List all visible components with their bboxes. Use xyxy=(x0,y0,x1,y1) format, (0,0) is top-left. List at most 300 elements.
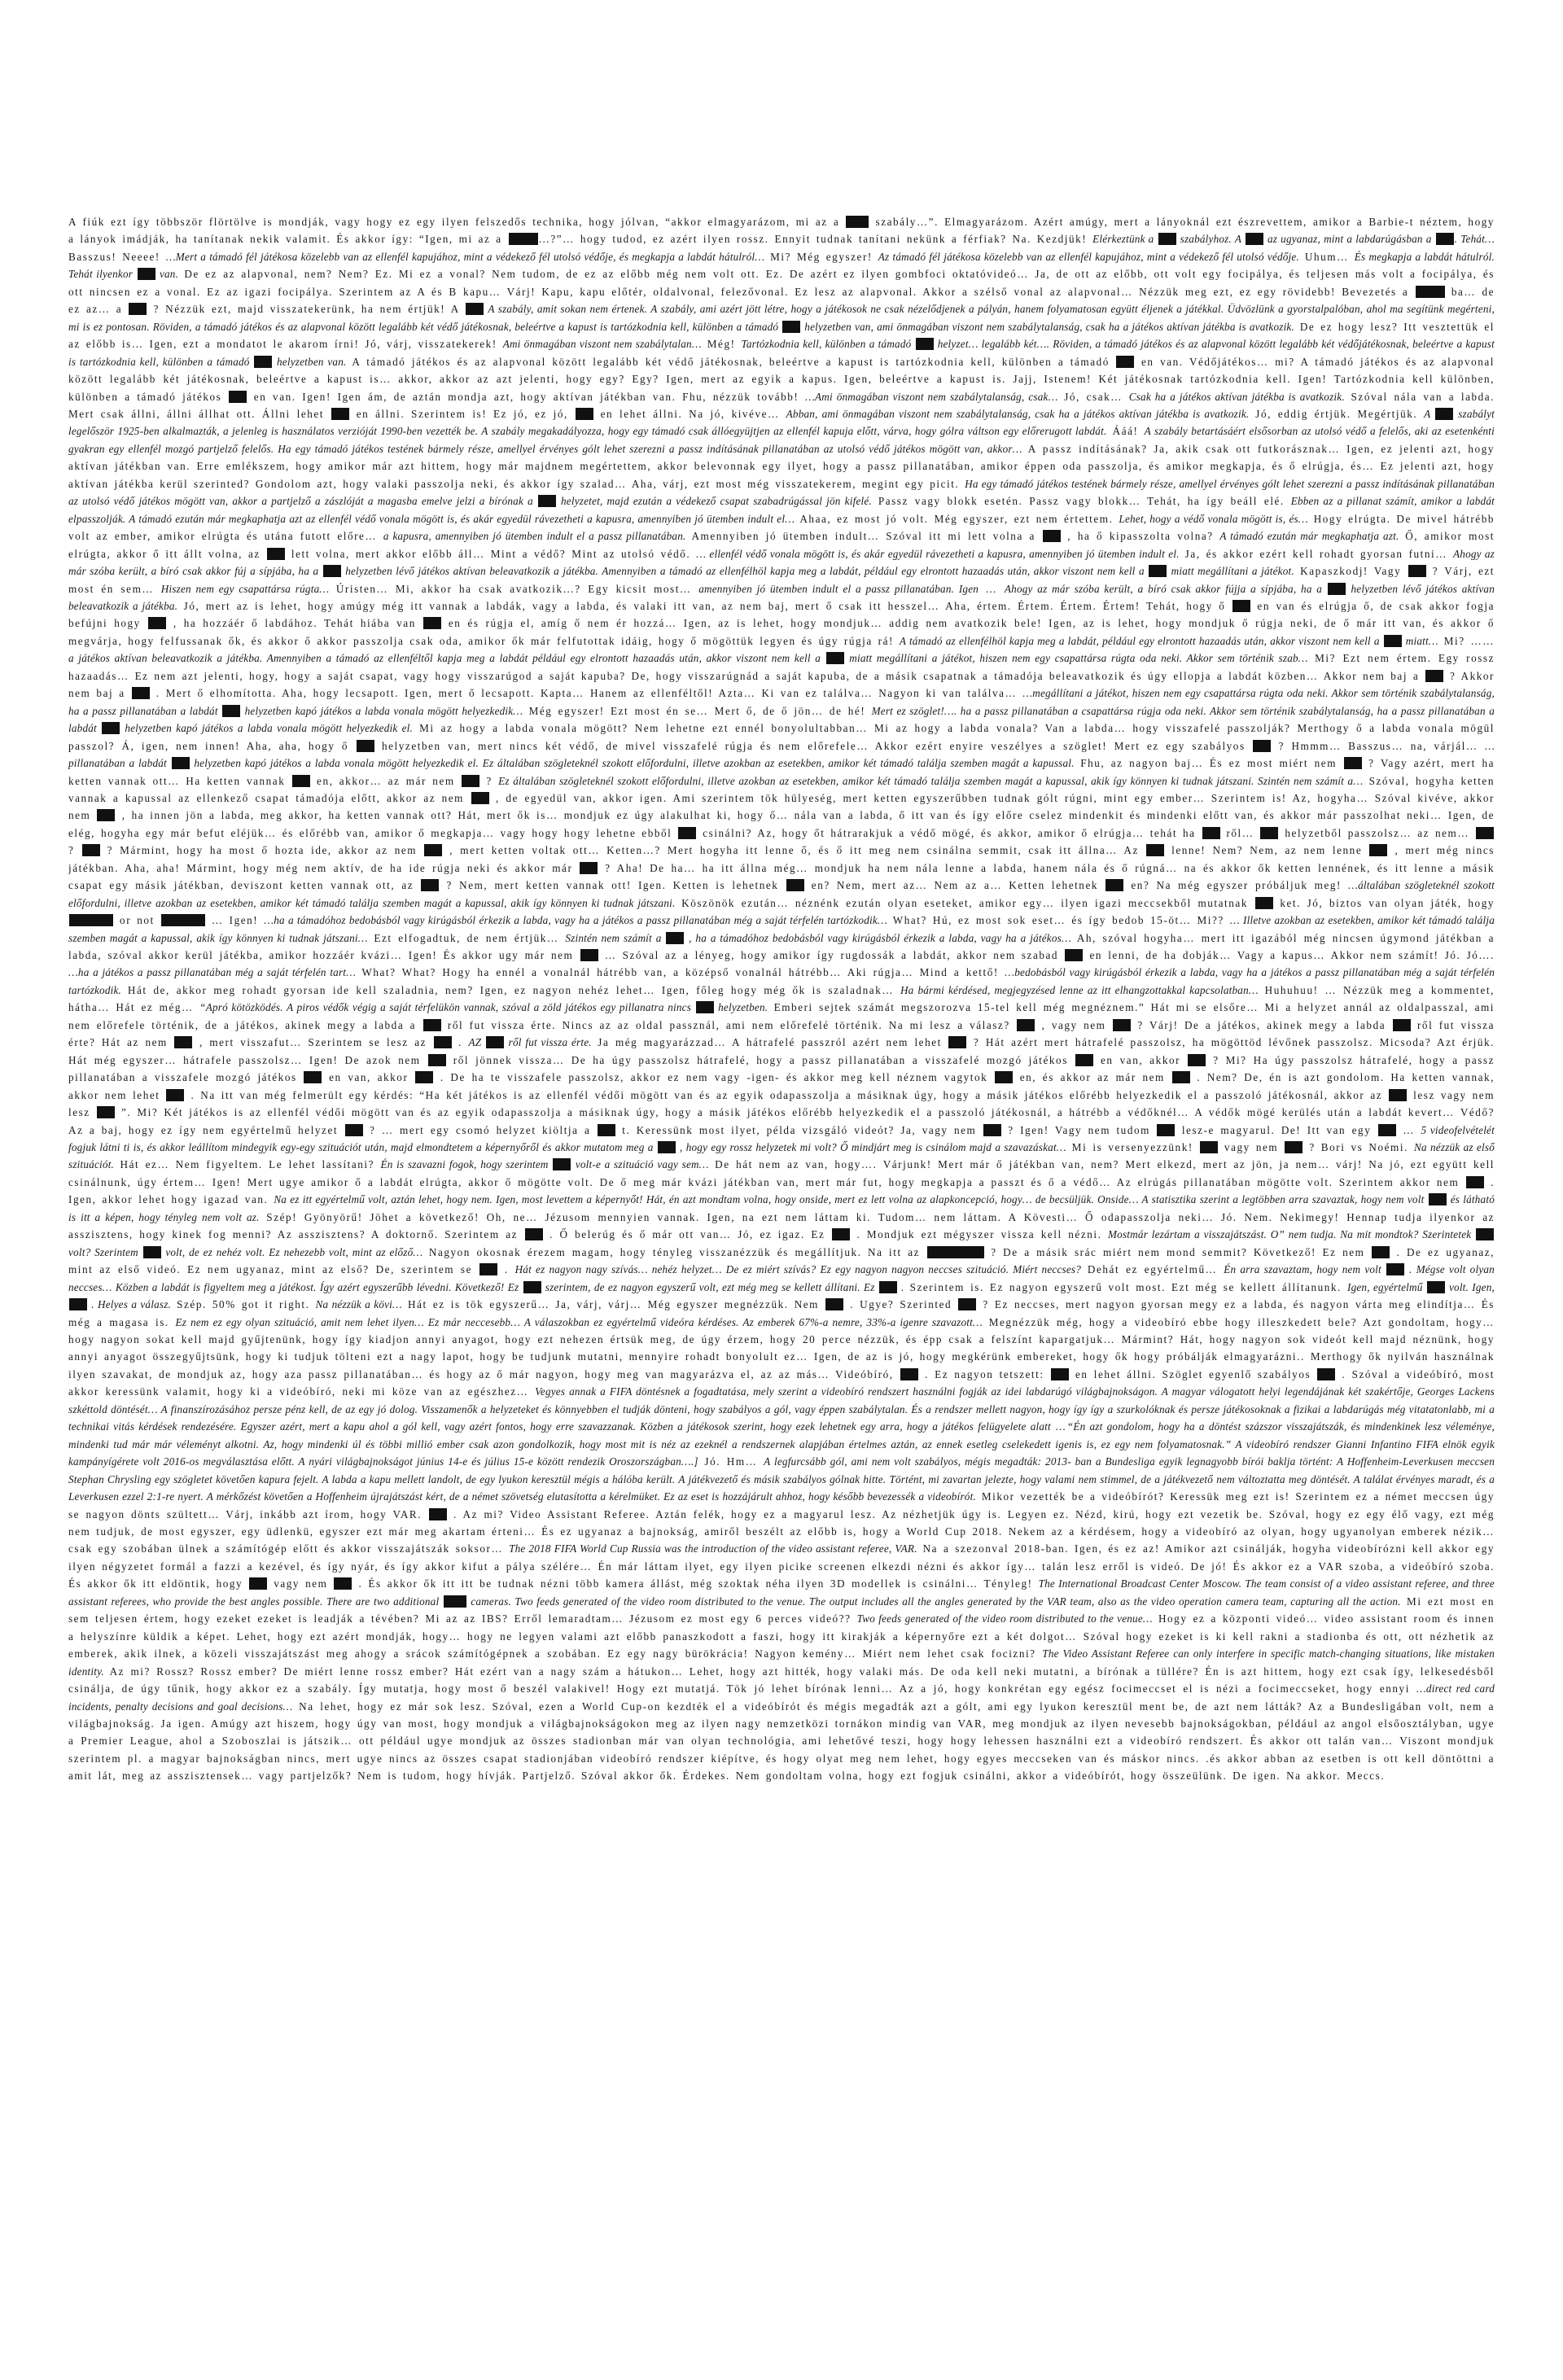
redaction-bar xyxy=(1105,879,1123,891)
redaction-bar xyxy=(428,1054,446,1066)
transcript-text: en van, akkor xyxy=(322,1071,415,1084)
transcript-text: ? xyxy=(68,844,81,857)
quoted-video-text: Ez nem ez egy olyan szituáció, amit nem lehet ilyen… Ez már neccesebb… A válaszokban ez egyértelmű videóra kérdéses. Az emberek 67%-a nemre, 33%-a igenre szavazott… xyxy=(175,1315,983,1328)
transcript-text: . Ez nagyon tetszett: xyxy=(918,1367,1050,1380)
transcript-text: Ahaa, ez most jó volt. Még egyszer, ezt nem értettem. xyxy=(795,512,1119,525)
transcript-text: en van. Igen! Igen ám, de aztán mondja azt, hogy aktívan játékban van. Fhu, nézzük tovább! xyxy=(247,390,806,403)
redaction-bar xyxy=(948,1036,966,1048)
redaction-bar xyxy=(1188,1054,1206,1066)
redaction-bar xyxy=(1344,757,1362,769)
quoted-video-text: miatt megállítani a játékot. xyxy=(1167,565,1294,578)
transcript-text: Na a szezonval 2018-ban. Igen, és ez az! Amikor azt csinálják, hogyha videobírózni kell akkor egy ilyen négyzetet formál a fazzi a kezével, és így nyár, és így akkor kifut a pálya szélére… Én már láttam ilyet, egy ilyen picike screenen elkezdi nézni és akkor így… talán lesz erről is videó. De jó! És akkor ez a VAR szoba, a videóbíró szoba. És akkor ők itt eldöntik, hogy xyxy=(68,1542,1495,1590)
quoted-video-text: Vegyes annak a FIFA döntésnek a fogadtatása, mely szerint a videobíró rendszert használni fogják az idei labdarúgó világbajnokságon. A magyar válogatott helyi legendájának két szakértője, Georges Lackens szkéttold döntését… A finanszírozásához persze pénz kell, de az egy jó dolog. Visszamenők a helyzeteket és könnyebben el tudják dönteni, hogy szabályos a gól, vagy éppen szabálytalan. És a rendszer mellett nagyon, hogy így így a szurkolóknak és persze játékosoknak a fizikai a labdarúgás még vitatatonlabb, mi a technikai vitás kérdések rendezésére. Egyszer azért, mert a kapu ahol a gól kell, vagy azért fontos, hogy erre szavazzanak. Közben a játékosok szerint, hogy ezek lehetnek egy arra, hogy a játékos felügyelete alatt xyxy=(68,1385,1495,1433)
transcript-text: ? Mármint, hogy ha most ő hozta ide, akkor az nem xyxy=(100,844,424,857)
quoted-video-text: szabályt legelőször 1925-ben alkalmazták, a jelenleg is használatos verzióját 1990-ben vezették be. A szabály megakadályozza, hogy egy támadó csak állóegyüjtjen az ellenfél kapuja előtt, várva, hogy gólra váltson egy előrerugott labdát. xyxy=(68,407,1495,438)
transcript-text: Szép. 50% got it right. xyxy=(171,1298,316,1311)
quoted-video-text: szerintem, de ez nagyon egyszerű volt, ezt még meg se kellett állítani. Ez xyxy=(541,1280,878,1293)
redaction-bar xyxy=(826,652,844,664)
quoted-video-text: Az támadó fél játékosa közelebb van az ellenfél kapujához, mint a védekező fél utolsó védője. xyxy=(878,250,1299,263)
redaction-bar xyxy=(658,1141,676,1153)
quoted-video-text: Na nézzük az első szituációt. xyxy=(68,1141,1495,1171)
redaction-bar xyxy=(421,879,439,891)
quoted-video-text: Én is szavazni fogok, hogy szerintem xyxy=(380,1158,553,1171)
redaction-bar xyxy=(1113,1019,1131,1031)
transcript-text: en állni. Szerintem is! Ez jó, ez jó, xyxy=(349,407,575,420)
redaction-bar xyxy=(1429,1193,1447,1205)
transcript-text: . De ha te visszafele passzolsz, akkor ez nem vagy -igen- és akkor meg kell néznem vagytok xyxy=(434,1071,994,1084)
transcript-text: ről fut vissza érte. Nincs az az oldal passznál, ami nem előrefelé történik. Na mi lesz a válasz? xyxy=(441,1018,1017,1031)
transcript-text: . Na itt van még felmerült egy kérdés: “Ha két játékos is az ellenfél védői mögött van és az egyik odapasszolja a másiknak úgy, hogy a másik játékos előrébb helyezkedik el a passzoló játékosnál, akkor az xyxy=(185,1088,1389,1101)
transcript-text: A fiúk ezt így többször flörtölve is mondják, vagy hogy ez egy ilyen felszedős technika, hogy jólvan, “akkor elmagyarázom, mi az a xyxy=(68,216,846,228)
redaction-bar xyxy=(916,338,934,350)
transcript-text: Úristen… Mi, akkor ha csak avatkozik…? Egy kicsit most… xyxy=(329,582,699,595)
transcript-text: Fhu, az nagyon baj… És ez most miért nem xyxy=(1074,757,1343,770)
quoted-video-text: … ellenfél védő vonala mögött is, és akár egyedül rávezetheti a kapusra, amennyiben jó ütemben indult el. xyxy=(696,547,1180,560)
quoted-video-text: …direct red card incidents, penalty decisions and goal decisions… xyxy=(68,1682,1495,1713)
transcript-text: . xyxy=(497,1263,515,1276)
quoted-video-text: van. xyxy=(155,268,179,281)
transcript-text: ? Akkor nem baj a xyxy=(68,669,1495,700)
redaction-bar xyxy=(786,879,804,891)
quoted-video-text: The Video Assistant Referee can only interfere in specific match-changing situations, like mistaken identity. xyxy=(68,1647,1495,1678)
redaction-bar xyxy=(1146,844,1164,856)
redaction-bar xyxy=(1253,740,1271,752)
quoted-video-text: volt, de ez nehéz volt. Ez nehezebb volt, mint az előző… xyxy=(161,1245,423,1258)
redaction-bar xyxy=(1043,530,1061,542)
quoted-video-text: az ugyanaz, mint a labdarúgásban a xyxy=(1263,233,1435,246)
transcript-text: . Ő belerúg és ő már ott van… Jó, ez igaz. Ez xyxy=(543,1228,831,1241)
transcript-text: Még! xyxy=(701,338,742,351)
redaction-bar xyxy=(538,495,556,507)
redaction-bar xyxy=(580,949,598,961)
transcript-text: en és rúgja el, amíg ő nem ér hozzá… Igen, az is lehet, hogy mondjuk… addig nem avatkozik bele! Igen, az is lehet, hogy mondjuk ő rúgja neki, de ő már itt van, és akkor ő megvárja, hogy felfussanak ők, és akkor ő akkor passzolja csak oda, amikor ők már felfutottak idáig, hogy ő mögöttük legyen és úgy rúgja rá! xyxy=(68,617,1495,647)
transcript-text: Mi? Még egyszer! xyxy=(764,250,878,263)
transcript-text: … xyxy=(979,582,1005,595)
transcript-text: What? Hú, ez most sok eset… és így bedob 15-öt… Mi?? xyxy=(887,914,1230,927)
transcript-text: helyzetből passzolsz… az nem… xyxy=(1279,826,1476,839)
transcript-text: en lehet állni. Szöglet egyenlő szabályos xyxy=(1069,1367,1317,1380)
transcript-text: , mert visszafut… Szerintem se lesz az xyxy=(193,1036,433,1049)
redaction-bar xyxy=(357,740,374,752)
quoted-video-text: Ahogy az már szóba került, a bíró csak akkor fújja a sípjába, ha a xyxy=(1004,582,1327,595)
transcript-text: Az mi? Rossz? Rossz ember? De miért lenne rossz ember? Hát ezért van a nagy szám a hátukon… Lehet, hogy azt hitték, hogy valaki más. De oda kell neki mutatni, a bírónak a tüllére? Én is azt hittem, hogy ezt csak így, lelkesedésből csinálja, de úgy tűnik, hogy akkor ez a szabály. Így mutatja, hogy most ő beszél valakivel! Hogy ezt mutatjá. Tök jó lehet bírónak lenni… Az a jó, hogy konkrétan egy egész focimeccset el is nézi a focimeccseket, hogy ennyi xyxy=(68,1665,1495,1695)
transcript-text: … Szóval az a lényeg, hogy amikor így rugdossák a labdát, akkor nem szabad xyxy=(598,949,1065,962)
redaction-bar xyxy=(471,792,489,804)
redaction-bar xyxy=(1378,1124,1396,1136)
redaction-bar xyxy=(129,303,147,315)
redaction-bar xyxy=(832,1228,850,1240)
quoted-video-text: helyzetben. xyxy=(714,1001,768,1014)
transcript-text: ba… de ez az… a xyxy=(68,285,1495,316)
quoted-video-text: a játékos aktívan beleavatkozik a játékba. Amennyiben a támadó az ellenféltől kapja meg a labdát például egy elrontott hazaadás után, akkor viszont nem kell a xyxy=(68,652,825,665)
transcript-text: . xyxy=(452,1036,469,1049)
quoted-video-text: , ha a támadóhoz bedobásból vagy kirúgásból érkezik a labda, vagy ha a játékos… xyxy=(685,931,1071,944)
transcript-text: Mi ezt most en sem teljesen értem, hogy ezeket ezeket is leadják a tévében? Mi az az IBS? Erről lemaradtam… Jézusom ez most egy 6 perces videó?? xyxy=(68,1595,1495,1625)
quoted-video-text: Ez általában szögleteknél szokott előfordulni, illetve azokban az esetekben, amikor két támadó találja szemben magát a kapussal, akik így könnyen ki tudnak játszani. Szintén nem számít a… xyxy=(498,774,1364,787)
quoted-video-text: A videobíró rendszer Gianni Infantino FIFA elnök egyik kampányígérete volt 2016-os megválasztása előtt. A nyári világbajnokságot június 14-e és július 15-e között rendezik Oroszországban….] xyxy=(68,1437,1495,1468)
quoted-video-text: Two feeds generated of the video room distributed to the venue… xyxy=(856,1612,1153,1625)
transcript-text: . Mondjuk ezt mégyszer vissza kell nézni. xyxy=(850,1228,1108,1241)
redaction-bar xyxy=(995,1071,1013,1083)
quoted-video-text: Mostmár lezártam a visszajátszást. O” nem tudja. Na mit mondtok? Szerintetek xyxy=(1108,1228,1476,1241)
redaction-bar xyxy=(444,1595,466,1608)
redaction-bar xyxy=(983,1124,1001,1136)
transcript-text: ? De a másik srác miért nem mond semmit? Következő! Ez nem xyxy=(984,1245,1371,1258)
quoted-video-text: és látható is itt a képen, hogy tényleg nem volt az. xyxy=(68,1193,1495,1223)
redaction-bar xyxy=(267,548,285,560)
transcript-text: Jó. Hm… xyxy=(698,1455,764,1468)
redaction-bar xyxy=(1116,356,1134,368)
redaction-bar xyxy=(666,932,684,944)
redaction-bar xyxy=(174,1036,192,1048)
transcript-text: helyzetben van, mert nincs két védő, de mivel visszafelé rúgja és nem előrefele… Akkor ezért enyire veszélyes a szöglet! Mert ez egy szabályos xyxy=(374,739,1253,752)
quoted-video-text: helyzetben kapó játékos a labda vonala mögött helyezkedik el. xyxy=(120,722,414,735)
redaction-bar xyxy=(345,1124,363,1136)
redaction-bar xyxy=(1065,949,1083,961)
transcript-text: ? Aha! De ha… ha itt állna még… mondjuk ha nem nála lenne a labda, hanem nála és ő rúgná… na és akkor ők ketten lennének, és itt lenne a másik csapat egy másik játékban, deviszont ketten vannak ott, az xyxy=(68,861,1495,892)
quoted-video-text: Na ez itt egyértelmű volt, aztán lehet, hogy nem. Igen, most levettem a képernyőt! Hát, én azt mondtam volna, hogy onside, mert ez lett volna az alapkoncepció, hogy… de becsüljük. Onside… A statisztika szerint a legtöbben arra szavaztak, hogy nem volt xyxy=(274,1193,1428,1206)
quoted-video-text: volt. Igen, xyxy=(1445,1280,1495,1293)
redaction-bar xyxy=(958,1298,976,1310)
transcript-text: Hát ez is tök egyszerű… Ja, várj, várj… Még egyszer megnézzük. Nem xyxy=(401,1298,825,1311)
quoted-video-text: …bedobásból vagy kirúgásból érkezik a labda, vagy ha a játékos a passz pillanatában még a saját térfelén tartózkodik. xyxy=(68,966,1495,996)
quoted-video-text: Ami önmagában viszont nem szabálytalan… xyxy=(502,338,702,351)
transcript-text: Köszönök ezután… néznénk ezután olyan eseteket, amikor egy… ilyen igazi meccsekből mutatnak xyxy=(675,896,1254,909)
redaction-bar xyxy=(1075,1054,1093,1066)
transcript-text: ? Ez neccses, mert nagyon gyorsan megy ez a labda, és nagyon várta meg elindítja… És még a magasa is. xyxy=(68,1298,1495,1328)
transcript-text: ről jönnek vissza… De ha úgy passzolsz hátrafelé, hogy a passz pillanatában a visszafelé mozgó játékos xyxy=(446,1053,1075,1066)
quoted-video-text: The 2018 FIFA World Cup Russia was the introduction of the video assistant referee, VAR. xyxy=(509,1542,917,1555)
transcript-text: Nagyon okosnak érezem magam, hogy tényleg visszanézzük és megállítjuk. Na itt az xyxy=(422,1245,926,1258)
redaction-bar xyxy=(1435,408,1453,420)
transcript-text: Amennyiben jó ütemben indult… Szóval itt mi lett volna a xyxy=(685,530,1042,543)
transcript-text: Mi is versenyezzünk! xyxy=(1066,1141,1199,1154)
transcript-text: De hát nem az van, hogy…. Várjunk! Mert már ő játékban van, nem? Mert elkezd, mert az jön, ja nem… várj! Na jó, ezt együtt kell csinálnunk, úgy értem… Igen! Mert ugye amikor ő a labdát elrúgta, akkor ő mögötte volt. De ő meg már kvázi játékban van, mert már fut, hogy megkapja a passzt és ő a védő… Az elrúgás pillanatában mögötte volt. Szerintem akkor nem xyxy=(68,1158,1495,1188)
transcript-text: t. Keressünk most ilyet, példa vizsgáló videót? Ja, vagy nem xyxy=(615,1123,983,1136)
quoted-video-text: helyzetben lévő játékos aktívan beleavatkozik a játékba. xyxy=(68,582,1495,612)
transcript-text: … xyxy=(1396,1123,1421,1136)
quoted-video-text: a kapusra, amennyiben jó ütemben indult el a passz pillanatában. xyxy=(383,530,686,543)
transcript-text: vagy nem xyxy=(268,1577,334,1590)
transcript-text: Hogy elrúgta. De mivel hátrébb volt az ember, amikor elrúgta és utána futott előre… xyxy=(68,512,1495,543)
transcript-text: , de egyedül van, akkor igen. Ami szerintem tök hülyeség, mert ketten egyszerűbben tudnak gólt rúgni, mint egy ember… Szerintem is! Az, hogyha… Szóval kivéve, akkor nem xyxy=(68,791,1495,822)
quoted-video-text: …Ami önmagában viszont nem szabálytalanság, csak… xyxy=(805,390,1058,403)
redaction-bar xyxy=(331,408,349,420)
transcript-text: lesz vagy nem lesz xyxy=(68,1088,1495,1119)
transcript-text: Huhuhuu! … Nézzük meg a kommentet, hátha… Hát ez még… xyxy=(68,983,1495,1014)
redaction-bar xyxy=(429,1508,447,1520)
quoted-video-text: Tartózkodnia kell, különben a támadó xyxy=(741,338,915,351)
quoted-video-text: amennyiben jó ütemben indult el a passz pillanatában. Igen xyxy=(698,582,979,595)
transcript-text: en van, akkor xyxy=(1093,1053,1188,1066)
quoted-video-text: Igen, egyértelmű xyxy=(1346,1280,1426,1293)
quoted-video-text: The International Broadcast Center Moscow. The team consist of a video assistant referee, and three assistant referees, who provide the best angles possible. There are two additional xyxy=(68,1577,1495,1608)
transcript-text: ? xyxy=(480,774,499,787)
transcript-text: Hogy ez a központi videó… video assistant room és innen a helyszínre küldik a képet. Lehet, hogy ezt azért mondják, hogy… hogy ne legyen valami azt előbb panaszkodott a faszi, hogy itt kirakják a képernyőre ezt a két dolgot… Szóval hogy ezeket is ki kell rakni a stadionba és ott, ott nézhetik az emberek, akik ilnek, a közeli visszajátszást meg ahogy a srácok számítógépnek a szobában. Ez egy nagy bürökrácia! Nagyon kemény… Miért nem lehet csak focizni? xyxy=(68,1612,1495,1660)
quoted-video-text: 5 videofelvételét fogjuk látni ti is, és akkor leállítom mindegyik egy-egy szituációt után, majd elmondtetem a képernyőről és akkor mutatom meg a xyxy=(68,1123,1495,1154)
transcript-page xyxy=(68,213,1495,2359)
transcript-text: … Igen! xyxy=(205,914,265,927)
quoted-video-text: Ebben az a pillanat számít, amikor a labdát elpasszolják. A támadó ezután már megkaphatja azt az ellenfél védő vonala mögött is, és akár egyedül rávezetheti a kapusra, amennyiben jó ütemben indult el… xyxy=(68,495,1495,525)
redaction-bar xyxy=(466,303,484,315)
redaction-bar xyxy=(1416,286,1445,298)
transcript-text: Szóval, hogyha ketten vannak a kapussal az ellenkező csapat támadója előtt, akkor az nem xyxy=(68,774,1495,804)
redaction-bar xyxy=(166,1089,184,1101)
transcript-text: ? … mert egy csomó helyzet kiöltja a xyxy=(363,1123,597,1136)
redaction-bar xyxy=(462,775,479,787)
transcript-text: , ha ő kipasszolta volna? xyxy=(1061,530,1220,543)
redaction-bar xyxy=(222,705,240,717)
transcript-text: . Ugye? Szerinted xyxy=(844,1298,958,1311)
transcript-text: ? Igen! Vagy nem tudom xyxy=(1001,1123,1157,1136)
quoted-video-text: “Én azt gondolom, hogy ha a döntést százszor visszajátszák, és mindenkinek lesz véleménye, mindenki tud már már véleményt alkotni. Az, hogy mindenki úl és többi millió ember csak azon gondolkozik, hogy most mit is néz az ezeknél a rendszernek alapjában értelmes aztán, az ennek esetleg cselekedett igenis is, ez egy nem folyamatosnak.” xyxy=(68,1420,1495,1450)
transcript-text: Még egyszer! Ezt most én se… Mert ő, de ő jön… de hé! xyxy=(523,704,872,717)
quoted-video-text: helyzetben kapó játékos a labda vonala mögött helyezkedik el. Ez általában szögleteknél szokott előfordulni, illetve azokban az esetekben, amikor két támadó találja szemben magát a kapussal. xyxy=(190,757,1075,770)
transcript-text: ről fut vissza érte? Hát az nem xyxy=(68,1018,1495,1049)
redaction-bar xyxy=(132,687,150,699)
quoted-video-text: A szabály betartásáért elsősorban az utolsó védő a felelős, aki az esetenkénti gyakran egy ellenfél mozgó partjelző felelős. Ha egy támadó játékos testének bármely része, amellyel érvényes gólt lehet szerezni a passz indításának pillanatában az utolsó védő játékos mögött van, akkor… xyxy=(68,425,1495,455)
transcript-text: . Mert ő elhomította. Aha, hogy lecsapott. Igen, mert ő lecsapott. Kapta… Hanem az ellenféltől! Azta… Ki van ez találva… Nagyon ki van találva… xyxy=(150,687,1023,700)
transcript-text: ? Mi? Ha úgy passzolsz hátrafelé, hogy a passz pillanatában a visszafele mozgó játékos xyxy=(68,1053,1495,1084)
redaction-bar xyxy=(486,1036,504,1048)
transcript-text: Ja, és akkor ezért kell rohadt gyorsan futni… xyxy=(1179,547,1454,560)
transcript-text: en van és elrúgja ő, de csak akkor fogja befújni hogy xyxy=(68,599,1495,630)
quoted-video-text: Ahogy az már szóba került, a bíró csak akkor fúj a sípjába, ha a xyxy=(68,547,1495,578)
redaction-bar xyxy=(1285,1141,1302,1153)
redaction-bar xyxy=(696,1001,714,1013)
redaction-bar xyxy=(1051,1368,1069,1380)
quoted-video-text: A szabály, amit sokan nem értenek. A szabály, ami azért jött létre, hogy a játékosok ne csak nézelődjenek a pályán, hanem folyamatosan együtt éljenek a játékkal. Üdvözlünk a gyorstalpalóban, ahol ma segítünk megérteni, mi is ez pontosan. Röviden, a támadó játékos és az alapvonal között legalább két védő játékosnak, beleértve a kapust is tartózkodnia kell, különben a támadó xyxy=(68,303,1495,333)
transcript-text: , ha hozzáér ő labdához. Tehát hiába van xyxy=(166,617,422,630)
redaction-bar xyxy=(1149,565,1167,577)
redaction-bar xyxy=(69,914,113,926)
quoted-video-text: Ha bármi kérdésed, megjegyzésed lenne az itt elhangzottakkal kapcsolatban… xyxy=(900,983,1259,996)
redaction-bar xyxy=(97,1106,115,1118)
redaction-bar xyxy=(1255,897,1273,909)
redaction-bar xyxy=(1372,1246,1390,1258)
quoted-video-text: volt-e a szituáció vagy sem… xyxy=(571,1158,709,1171)
quoted-video-text: . xyxy=(897,1280,904,1293)
redaction-bar xyxy=(434,1036,452,1048)
quoted-video-text: , hogy egy rossz helyzetek mi volt? Ő mindjárt meg is csinálom majd a szavazáskat… xyxy=(676,1141,1066,1154)
quoted-video-text: Elérkeztünk a xyxy=(1092,233,1158,246)
redaction-bar xyxy=(229,391,247,403)
redaction-bar xyxy=(415,1071,433,1083)
transcript-text: ? Nem, mert ketten vannak ott! Igen. Ketten is lehetnek xyxy=(440,879,786,892)
transcript-text: Ja még magyarázzad… A hátrafelé passzról azért nem lehet xyxy=(591,1036,948,1049)
redaction-bar xyxy=(846,216,869,228)
redaction-bar xyxy=(423,1019,441,1031)
quoted-video-text: helyzet… legalább két…. Röviden, a támadó játékos és az alapvonal között legalább két védőjátékosnak, beleértve a kapust is tartózkodnia kell, különben a támadó xyxy=(68,338,1495,368)
redaction-bar xyxy=(1393,1019,1411,1031)
redaction-bar xyxy=(1466,1176,1484,1188)
quoted-video-text: És megkapja a labdát hátulról. Tehát ilyenkor xyxy=(68,250,1495,281)
redaction-bar xyxy=(1427,1281,1445,1293)
redaction-bar xyxy=(1408,565,1426,577)
quoted-video-text: helyzetben lévő játékos aktívan beleavatkozik a játékba. Amennyiben a támadó az ellenfélhöl kapja meg a labdát, például egy elrontott hazaadás után, akkor viszont nem kell a xyxy=(341,565,1149,578)
transcript-text: What? What? Hogy ha ennél a vonalnál hátrébb van, a középső vonalnál hátrébb… Aki rúgja… Mind a kettő! xyxy=(356,966,1005,979)
transcript-text: . Az mi? Video Assistant Referee. Aztán felék, hogy ez a magyarul lesz. Az nézhetjük úgy is. Legyen ez. Nézd, kirú, hogy ezt vezetik be. Szóval, hogy ez egy élő vagy, ezt még nem tudjuk, de most egyszer, egy üdlenkü, egyszer ezt már meg akartam érteni… És ez ugyanaz a bajnokság, amiről beszélt az előbb is, hogy a World Cup 2018. Nekem az a kérdésem, hogy a videobíró az olyan, hogy ugyanolyan emberek nézik… csak egy szobában ülnek a számítógép előtt és akkor visszajátszák soksor… xyxy=(68,1507,1495,1555)
redaction-bar xyxy=(148,617,166,629)
quoted-video-text: helyzetben van, ami önmagában viszont nem szabálytalanság, csak ha a játékos aktívan játékba is avatkozik. xyxy=(801,320,1294,333)
redaction-bar xyxy=(1436,233,1454,245)
transcript-text: Ááá! xyxy=(1106,425,1145,438)
quoted-video-text: …általában szögleteknél szokott előfordulni, illetve azokban az esetekben, amikor két támadó találja szemben magát a kapussal, akik így könnyen ki tudnak játszani. xyxy=(68,879,1495,909)
redaction-bar xyxy=(1386,1263,1404,1275)
transcript-text: , mert még nincs játékban. Aha, aha! Mármint, hogy még nem aktív, de ha ide rúgja neki és akkor már xyxy=(68,844,1495,874)
redaction-bar xyxy=(1476,1228,1494,1240)
redaction-bar xyxy=(323,565,341,577)
redaction-bar xyxy=(334,1577,352,1590)
redaction-bar xyxy=(424,844,442,856)
redaction-bar xyxy=(1200,1141,1218,1153)
redaction-bar xyxy=(509,233,538,245)
redaction-bar xyxy=(172,757,190,769)
quoted-video-text: …megállítani a játékot, hiszen nem egy csapattársa rúgta oda neki. Akkor sem történik szabálytalanság, ha a passz pillanatában a labdát xyxy=(68,687,1495,717)
transcript-text: , vagy nem xyxy=(1035,1018,1112,1031)
transcript-text: . És akkor ők itt itt be tudnak nézni több kamera állást, még szoktak néha ilyen 3D modellek is csinálni… Tényleg! xyxy=(352,1577,1039,1590)
transcript-text: ? Várj, ezt most én sem… xyxy=(68,565,1495,595)
quoted-video-text: . Tehát… xyxy=(1454,233,1495,246)
redaction-bar xyxy=(1317,1368,1335,1380)
redaction-bar xyxy=(1017,1019,1035,1031)
redaction-bar xyxy=(69,1298,87,1310)
transcript-text: …?”… hogy tudod, ez azért ilyen rossz. Ennyit tudnak tanítani nekünk a férfiak? Na. Kezdjük! xyxy=(538,233,1093,246)
quoted-video-text: “Apró kötözködés. A piros védők végig a saját térfelükön vannak, szóval a zöld játékos egy pillanatra nincs xyxy=(199,1001,695,1014)
redaction-bar xyxy=(479,1263,497,1275)
quoted-video-text: Lehet, hogy a védő vonala mögött is, és… xyxy=(1119,512,1308,525)
redaction-bar xyxy=(161,914,205,926)
redaction-bar xyxy=(678,827,696,839)
transcript-text: De ez az alapvonal, nem? Nem? Ez. Mi ez a vonal? Nem tudom, de ez az előbb még nem volt ott. Ez. De azért ez ilyen gombfoci oktatóvideó… Ja, de ott az előbb, ott volt egy focipálya, és teljesen más volt a focipálya, és ott nincsen ez a vonal. Ez az igazi focipálya. Szerintem az A és B kapu… Várj! Kapu, kapu előtér, oldalvonal, felezővonal. Ez lesz az alapvonal. Akkor a szélső vonal az alapvonal… Nézzük meg ezt, ez egy rövidebb! Bevezetés a xyxy=(68,268,1495,298)
redaction-bar xyxy=(1172,1071,1190,1083)
redaction-bar xyxy=(143,1246,161,1258)
transcript-text: lesz-e magyarul. De! Itt van egy xyxy=(1176,1123,1377,1136)
transcript-paragraph xyxy=(68,213,1495,1785)
transcript-text: Mi? …… xyxy=(1438,634,1495,647)
quoted-video-text: …ha a támadóhoz bedobásból vagy kirúgásból érkezik a labda, vagy ha a játékos a passz pillanatában még a saját térfelén tartózkodik… xyxy=(264,914,887,927)
transcript-text: szabály…”. Elmagyarázom. Azért amúgy, mert a lányoknál ezt észrevettem, amikor a Barbie-t néztem, hogy a lányok imádják, ha tanítanak nekik valamit. És akkor így: “Igen, mi az a xyxy=(68,216,1495,246)
transcript-text: . De ez ugyanaz, mint az első videó. Ez nem ugyanaz, mint az első? De, szerintem se xyxy=(68,1245,1495,1276)
transcript-text: or not xyxy=(114,914,160,927)
redaction-bar xyxy=(1232,600,1250,612)
quoted-video-text: Csak ha a játékos aktívan játékba is avatkozik. xyxy=(1128,390,1345,403)
transcript-text: en van. Védőjátékos… mi? A támadó játékos és az alapvonal között legalább két játékosnak, beleértve a kapust is… akkor, akkor az azt jelenti, hogy egy? Egy? Igen, mert az egyik a kapus. Igen, beleértve a kapust is. Jajj, Istenem! Két játékosnak tartózkodnia kell. Igen! Tartózkodnia kell különben, különben a támadó játékos xyxy=(68,355,1495,403)
transcript-text: Emberi sejtek számát megszorozva 15-tel kell még megnéznem.” Hát mi se elsőre… Mi a helyzet annál az oldalpasszal, ami nem előrefele történik, de a játékos, akinek megy a labda a xyxy=(68,1001,1495,1031)
redaction-bar xyxy=(97,809,115,821)
quoted-video-text: … pillanatában a labdát xyxy=(68,739,1495,770)
transcript-text: … xyxy=(1055,1420,1067,1433)
transcript-text: . Szóval a videóbíró, most akkor keressünk valamit, hogy ki a videóbíró, neki mi köze van az egészhez… xyxy=(68,1367,1495,1398)
redaction-bar xyxy=(576,408,593,420)
transcript-text: csinálni? Az, hogy őt hátrarakjuk a védő mögé, és akkor, amikor ő elrúgja… tehát ha xyxy=(697,826,1202,839)
redaction-bar xyxy=(102,722,120,734)
quoted-video-text: Szintén nem számít a xyxy=(565,931,666,944)
redaction-bar xyxy=(292,775,310,787)
transcript-text: Na lehet, hogy ez már sok lesz. Szóval, ezen a World Cup-on kezdték el a videóbírót és mégis megadták azt a gólt, ami egy lyukon keresztül ment be, de azt nem látták? Az a Bundesligában volt, nem a világbajnokság. Ja igen. Amúgy azt hiszem, hogy úgy van most, hogy mondjuk a világbajnokságokon meg az ilyen nagy nemzetközi tornákon mindig van VAR, meg mondjuk az ilyen nevesebb bajnokságokban, például az angol elsőosztályban, ugye a Premier League, ahol a Szoboszlai is játszik… ott például ugye mondjuk az összes stadionban már van olyan technológia, ami lehetővé teszi, hogy hogy lehessen használni ezt a videobíró rendszert. És akkor ott talán van… Viszont mondjuk szerintem pl. a magyar bajnokságban nincs, mert ugye nincs az összes csapat stadionjában videobíró rendszer kiépítve, és hogy olyat meg nem lehet, hogy egyes meccseken van és máskor nincs. .és akkor abban az esetben is ott kell döntöttni a amit lát, meg az asszisztensek… vagy partjelzők? Nem is tudom, hogy hívják. Partjelző. Szóval akkor ők. Érdekes. Nem gondoltam volna, hogy ezt fogjuk csinálni, akkor a videóbírót, hogy összeülünk. De igen. Na akkor. Meccs. xyxy=(68,1700,1495,1783)
redaction-bar xyxy=(423,617,441,629)
quoted-video-text: AZ xyxy=(468,1036,485,1049)
redaction-bar xyxy=(525,1228,543,1240)
quoted-video-text: …Mert a támadó fél játékosa közelebb van az ellenfél kapujához, mint a védekező fél utolsó védője, és megkapja a labdát hátulról… xyxy=(165,250,765,263)
redaction-bar xyxy=(254,356,272,368)
transcript-text: ”. Mi? Két játékos is az ellenfél védői mögött van és az egyik odapasszolja a másiknak úgy, hogy a másik játékos előrébb helyezkedik el a passzoló játékosnál, a hátrébb a védőknél… A védők mögé kerülés után a labdát kevert… Védő? Az a baj, hogy ez így nem egyértelmű helyzet xyxy=(68,1106,1495,1136)
transcript-text: ? Hmmm… Basszus… na, várjál… xyxy=(1272,739,1486,752)
transcript-text: Passz vagy blokk esetén. Passz vagy blokk… Tehát, ha így beáll elé. xyxy=(871,495,1291,508)
redaction-bar xyxy=(598,1124,615,1136)
redaction-bar xyxy=(249,1577,267,1590)
transcript-text: A támadó játékos és az alapvonal között legalább két védő játékosnak, beleértve a kapust is tartózkodnia kell, különben a támadó xyxy=(346,355,1116,368)
transcript-text: en? Na még egyszer próbáljuk meg! xyxy=(1124,879,1349,892)
redaction-bar xyxy=(138,268,155,280)
redaction-bar xyxy=(304,1071,322,1083)
transcript-text: Dehát ez egyértelmű… xyxy=(1081,1263,1224,1276)
transcript-text: en lehet állni. Na jó, kivéve… xyxy=(593,407,786,420)
quoted-video-text: . Helyes a válasz. xyxy=(88,1298,172,1311)
redaction-bar xyxy=(1157,1124,1175,1136)
redaction-bar xyxy=(927,1246,984,1258)
redaction-bar xyxy=(1476,827,1494,839)
transcript-text: De ez hogy lesz? Itt vesztettük el az előbb is… Igen, ezt a mondatot le akarom írni! Jó, várj, visszatekerek! xyxy=(68,320,1495,351)
redaction-bar xyxy=(580,862,598,874)
transcript-text: Kapaszkodj! Vagy xyxy=(1294,565,1408,578)
transcript-text: Basszus! Neeee! xyxy=(68,250,166,263)
redaction-bar xyxy=(523,1281,541,1293)
transcript-text: Szóval nála van a labda. Mert csak állni, állni állhat ott. Állni lehet xyxy=(68,390,1495,420)
transcript-text: Megnézzük még, hogy a videobíró ebbe hogy illeszkedett bele? Azt gondoltam, hogy… hogy nagyon sokat kell majd gyűjtenünk, hogy így kiadjon annyi anyagot, hogy ezt nehezen értsük meg, de úgy érzem, hogy 20 perce nézzük, és épp csak a felszínt kapargatjuk… Mármint? Hát, hogy nagyon sok videót kell majd néznünk, hogy annyi anyagot összegyűjtsünk, hogy ki tudjuk tölteni ezt a nagy lapot, hogy be tudjunk mutatni, mennyire rohadt bonyolult ez… Igen, de az is jó, hogy megkérünk embereket, hogy ők hogy próbálják elmagyarázni.. Merthogy ők nyilván használnak ilyen szavakat, de mondjuk az, hogy aza passz pillanatában… és hogy az ő már nagyon, hogy meg van magyarázva el, az az más… Videóbíró, xyxy=(68,1315,1495,1380)
transcript-text: ? Bori vs Noémi. xyxy=(1303,1141,1414,1154)
quoted-video-text: Abban, ami önmagában viszont nem szabálytalanság, csak ha a játékos aktívan játékba is avatkozik. xyxy=(786,407,1250,420)
redaction-bar xyxy=(1158,233,1176,245)
transcript-text: ? Vagy azért, mert ha ketten vannak ott… Ha ketten vannak xyxy=(68,757,1495,787)
transcript-text: Hát ez… Nem figyeltem. Le lehet lassítani? xyxy=(114,1158,381,1171)
transcript-text: Jó, mert az is lehet, hogy amúgy még itt vannak a labdák, vagy a labda, és valaki itt van, az nem baj, mert ő csak itt hesszel… Aha, értem. Értem. Értem. Értem! Tehát, hogy ő xyxy=(177,599,1232,612)
quoted-video-text: Na nézzük a kövi… xyxy=(315,1298,402,1311)
transcript-text: lett volna, mert akkor előbb áll… Mint a védő? Mint az utolsó védő. xyxy=(285,547,697,560)
redaction-bar xyxy=(825,1298,843,1310)
transcript-text: ? Várj! De a játékos, akinek megy a labda xyxy=(1131,1018,1392,1031)
transcript-text: en, és akkor az már nem xyxy=(1013,1071,1171,1084)
transcript-text: Ezt elfogadtuk, de nem értjük… xyxy=(367,931,566,944)
transcript-text: Uhum… xyxy=(1298,250,1355,263)
transcript-text: , ha innen jön a labda, meg akkor, ha ketten vannak ott? Hát, mert ők is… mondjuk ez úgy alakulhat ki, hogy ő… nála van a labda, ő itt van és így előre cselez mindenkit és mindenki előtt van, és akkor már passzolhat neki… Igen, de elég, hogyha egy már befut eléjük… és előrébb van, amikor ő megkapja… vagy hogy hogy lehetne ebből xyxy=(68,809,1495,839)
redaction-bar xyxy=(82,844,100,856)
quoted-video-text: miatt megállítani a játékot, hiszen nem egy csapattársa rúgta oda neki. Akkor sem történik szab… xyxy=(844,652,1308,665)
redaction-bar xyxy=(1202,827,1220,839)
quoted-video-text: miatt… xyxy=(1402,634,1438,647)
quoted-video-text: Mert ez szöglet!…. ha a passz pillanatában a csapattársa rúgja oda neki. Akkor sem történik szabálytalanság, ha a passz pillanatában a labdát xyxy=(68,704,1495,735)
transcript-text: lenne! Nem? Nem, az nem lenne xyxy=(1164,844,1369,857)
quoted-video-text: ről fut vissza érte. xyxy=(504,1036,592,1049)
quoted-video-text: A xyxy=(1424,407,1435,420)
redaction-bar xyxy=(1384,635,1402,647)
quoted-video-text: helyzetben kapó játékos a labda vonala mögött helyezkedik… xyxy=(241,704,523,717)
redaction-bar xyxy=(879,1281,897,1293)
redaction-bar xyxy=(900,1368,918,1380)
transcript-text: ? Hát azért mert hátrafelé passzolsz, ha mögöttöd lévőnek passzolsz. Micsoda? Azt érjük. Hát még egyszer… hátrafele passzolsz… Igen! De azok nem xyxy=(68,1036,1495,1066)
quoted-video-text: helyzetet, majd ezután a védekező csapat szabadrúgással jön kifelé. xyxy=(556,495,872,508)
transcript-text: vagy nem xyxy=(1218,1141,1285,1154)
transcript-text: ket. Jó, biztos van olyan játék, hogy xyxy=(1273,896,1495,909)
redaction-bar xyxy=(1369,844,1387,856)
transcript-text: . Nem? De, én is azt gondolom. Ha ketten vannak, akkor nem lehet xyxy=(68,1071,1495,1101)
transcript-text: Jó, csak… xyxy=(1057,390,1129,403)
redaction-bar xyxy=(782,321,800,333)
transcript-text: Szép! Gyönyörű! Jöhet a következő! Oh, ne… Jézusom mennyien vannak. Igen, na ezt nem láttam ki. Tudom… nem láttam. A Kövesti… Ő odapasszolja neki… Jó. Nem. Nekimegy! Hennap tudja ilyenkor az asszisztens, hogy kinek fog menni? Az asszisztens? A doktornő. Szerintem az xyxy=(68,1210,1495,1241)
quoted-video-text: cameras. Two feeds generated of the video room distributed to the venue. The output includes all the angles generated by the VAR team, also as the video operation camera team, capturing all the action. xyxy=(466,1595,1401,1608)
transcript-text: Ah, szóval hogyha… mert itt igazából még nincsen úgymond játékban a labda, szóval akkor kerül játékba, amikor hozzáér kvázi… Igen! És akkor ugy már nem xyxy=(68,931,1495,962)
quoted-video-text: Ha egy támadó játékos testének bármely része, amellyel érvényes gólt lehet szerezni a passz indításának pillanatában az utolsó védő játékos mögött van, akkor a partjelző a zászlóját a magasba emelve jelzi a bírónak a xyxy=(68,477,1495,508)
